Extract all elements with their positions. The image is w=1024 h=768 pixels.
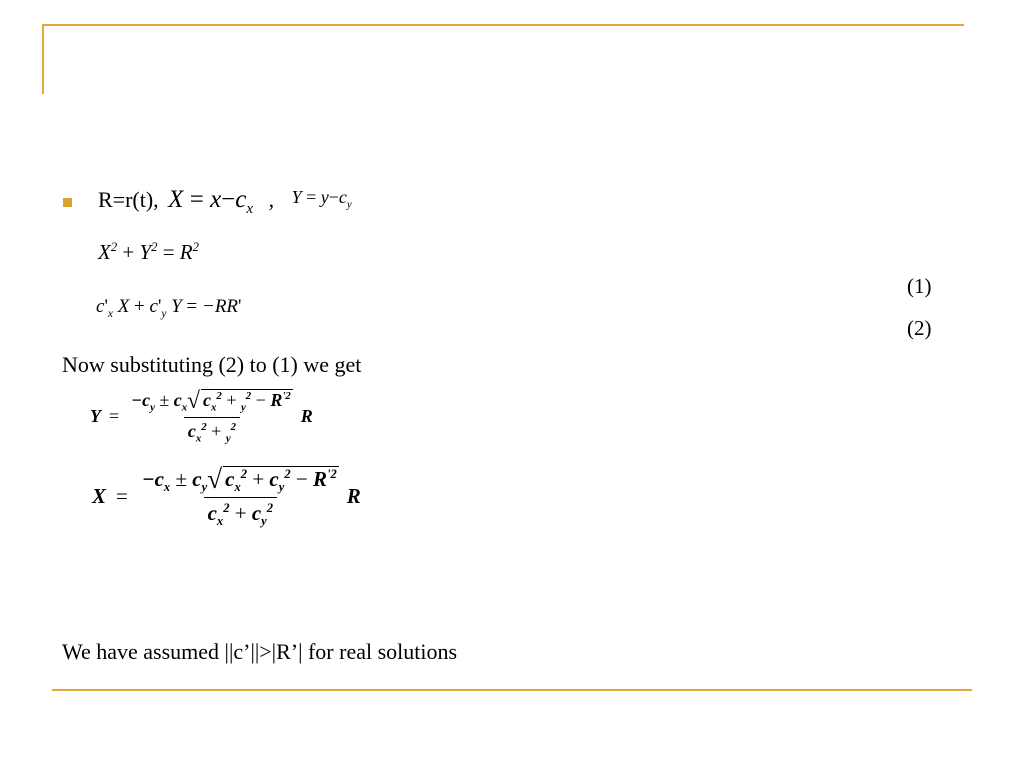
X-fraction — [138, 464, 343, 529]
equation-label-1: (1) — [907, 274, 932, 298]
bullet-line — [98, 186, 352, 218]
bottom-rule — [52, 689, 972, 691]
equation-X-solution: X = $\frac{-c_x \pm c_y√ c_x^2 + c_y^2 - R^{'2}}{c_x^2 + c_y^2}$ R — [92, 464, 361, 529]
radicand: $c_x^2 + c_y^2 - R^{'2}$ — [225, 467, 337, 495]
X-denominator: $c_x^2 + c_y^2$ — [204, 497, 277, 529]
left-rule — [42, 24, 44, 94]
top-rule — [42, 24, 964, 26]
footer-text: We have assumed ||c’||>|R’| for real solutions — [62, 639, 458, 664]
radical-sign-icon: √ — [187, 388, 200, 414]
equation-label-2: (2) — [907, 316, 932, 340]
radicand: $c_x^2 + _y^2 - R^{'2}$ — [203, 390, 291, 414]
bullet-square-icon — [63, 198, 72, 207]
Y-denominator: $c_x^2 + _y^2$ — [184, 417, 240, 445]
bullet-prefix: R=r(t), — [98, 187, 159, 212]
equation-Y-definition: $Y = y-c_y$ — [291, 187, 352, 211]
comma-separator: , — [268, 187, 275, 212]
X-numerator: $-c_x \pm c_y√$ $c_x^2 + c_y^2 - R^{'2}$ — [141, 464, 337, 495]
equation-2: $c'_x$ $X + c'_y$ Y = −RR' — [96, 296, 242, 320]
equation-X-definition: $X = x-c_x$ — [168, 186, 254, 217]
Y-fraction — [127, 388, 297, 445]
Y-numerator: $-c_y \pm c_x√$ $c_x^2 + _y^2 - R^{'2}$ — [131, 388, 291, 414]
equation-1: $X^2 + Y^2 = R^2$ — [98, 240, 199, 264]
substitution-text: Now substituting (2) to (1) we get — [62, 352, 362, 377]
equation-Y-solution: Y = $\frac{-c_y \pm c_x√ c_x^2 + _y^2 - R^{'2}}{c_x^2 + _y^2}$ R — [90, 388, 313, 445]
radical-sign-icon: √ — [207, 464, 223, 494]
